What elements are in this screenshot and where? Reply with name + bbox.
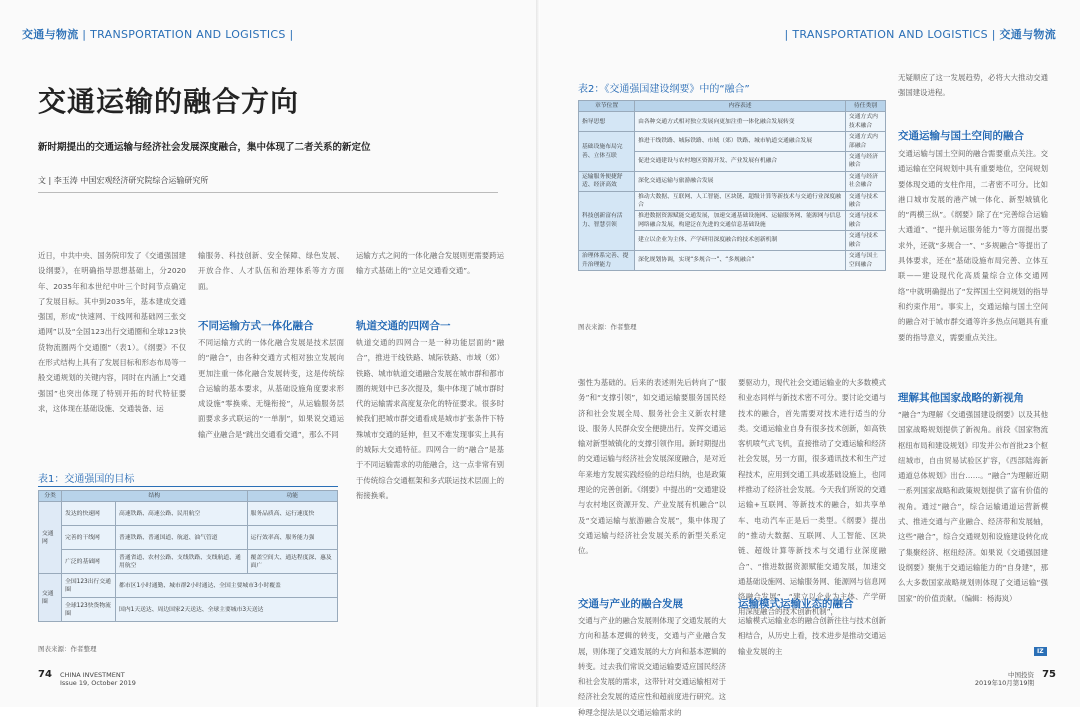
table1-row — [39, 526, 338, 550]
folio-right — [975, 671, 1056, 687]
right-col-3-top: 无疑顺应了这一发展趋势，必将大大推动交通强国建设进程。 — [898, 73, 1048, 98]
table2-content: 推进干线铁路、城际铁路、市域（郊）铁路、城市轨道交通融合发展 — [635, 132, 846, 152]
table1-structure: 全国123出行交通圈 — [62, 574, 116, 598]
right-page — [540, 0, 1080, 717]
folio-pub-name-right: 中国投资 — [1008, 671, 1034, 679]
folio-publication-left — [60, 671, 136, 687]
table1-detail: 普通省道、农村公路、支线铁路、支线航道、通用航空 — [116, 550, 247, 574]
table2-category: 交通与经济融合 — [845, 152, 885, 172]
editor-end-mark: IZ — [1034, 647, 1047, 656]
table1-function: 运行效率高、服务能力强 — [247, 526, 337, 550]
table2-category: 交通与技术融合 — [845, 191, 885, 211]
section-head-territory: 交通运输与国土空间的融合 — [898, 130, 1024, 142]
table1-function: 服务品质高、运行速度快 — [247, 502, 337, 526]
table2-header: 章节位置 — [579, 101, 635, 112]
header-section-en-right: | TRANSPORTATION AND LOGISTICS | — [784, 28, 996, 41]
table1-detail: 普速铁路、普通国道、航道、油气管道 — [116, 526, 247, 550]
table1-structure: 完善的干线网 — [62, 526, 116, 550]
table2-category: 交通与技术融合 — [845, 231, 885, 251]
table1-structure: 全球123快货物流圈 — [62, 598, 116, 622]
table2-content: 深化规划协调，实现“多规合一”、“多规融合” — [635, 251, 846, 271]
right-col-2-sec4: 运输模式运输业态的融合创新往往与技术创新相结合，从历史上看，技术进步是推动交通运输业发展的主 — [738, 616, 886, 656]
table2-content: 推进数据资源赋能交通发展，加速交通基础设施网、运输服务网、能源网与信息网络融合发展，构建泛在先进的交通信息基础设施 — [635, 211, 846, 231]
table2-row — [579, 251, 886, 271]
running-header-left — [22, 26, 293, 42]
page-number-left: 74 — [38, 669, 52, 680]
byline-rule — [38, 192, 498, 193]
section-head-strategy: 理解其他国家战略的新视角 — [898, 392, 1024, 404]
table2-category: 交通与经济社会融合 — [845, 171, 885, 191]
table1-row — [39, 502, 338, 526]
table1-detail: 高速铁路、高速公路、民用航空 — [116, 502, 247, 526]
right-col-3-sec6: “融合”为理解《交通强国建设纲要》以及其他国家战略规划提供了新视角。前段《国家物流枢纽布局和建设规划》印发并公布首批23个枢纽城市，自由贸易试验区扩容，《西部陆海新通道总体规划》出台……。“融合”为理解近期一系列国家战略和政策规划提供了富有价值的视角。通过“融合”，综合运输通道运营新模式、推进交通与产业融合、经济带和发展轴，这些“融合”，综合交通规划和设施建设转化成了集聚经济、枢纽经济。如果说《交通强国建设纲要》聚焦于交通运输能力的“自身建”，那么大多数国家战略规划则体现了交通运输“强国家”的价值贡献。（编辑：杨海岚） — [898, 410, 1048, 603]
section-head-integration: 不同运输方式一体化融合 — [198, 320, 314, 332]
table2-row — [579, 112, 886, 132]
table2-row — [579, 191, 886, 211]
table1-detail: 都市区1小时通勤、城市群2小时通达、全国主要城市3小时覆盖 — [116, 574, 338, 598]
right-col-2: 要驱动力，现代社会交通运输业的大多数模式和业态同样与新技术密不可分。要讨论交通与技术的融合，首先需要对技术进行适当的分类。交通运输业自身有很多技术创新，如高铁客机喷气式飞机，直接推动了交通运输和经济社会发展，另一方面，很多通讯技术和生产过程技术，应用到交通工具或基础设施上，也同样推动了经济社会发展。今天我们所说的交通运输+互联网、等新技术的融合，如共享单车、电动汽车正是后一类型。《纲要》提出的“推动大数据、互联网、人工智能、区块链、超级计算等新技术与交通行业深度融合”、“推进数据资源赋能交通发展，加速交通基础设施网、运输服务网、能源网与信息网络融合发展”，“建立以企业为主体、产学研用深度融合的技术创新机制”， — [738, 378, 886, 617]
byline: 文 | 李玉涛 中国宏观经济研究院综合运输研究所 — [38, 176, 209, 185]
table2-content: 建立以企业为主体、产学研用深度融合的技术创新机制 — [635, 231, 846, 251]
table2-category: 交通与国土空间融合 — [845, 251, 885, 271]
table2-content: 推动大数据、互联网、人工智能、区块链、超级计算等新技术与交通行业深度融合 — [635, 191, 846, 211]
folio-left — [38, 671, 136, 687]
running-header-right — [785, 26, 1056, 42]
table2-content: 深化交通运输与旅游融合发展 — [635, 171, 846, 191]
table2 — [578, 100, 886, 271]
table2-row — [579, 132, 886, 152]
table2-content: 促进交通建设与农村地区资源开发、产业发展有机融合 — [635, 152, 846, 172]
table2-caption: 表2：《交通强国建设纲要》中的“融合” — [578, 84, 750, 95]
table2-category: 交通方式内技术融合 — [845, 112, 885, 132]
section-head-mode: 运输模式运输业态的融合 — [738, 598, 854, 610]
table2-source: 图表来源：作者整理 — [578, 323, 637, 331]
table2-section: 基础设施布局完善、立体互联 — [579, 132, 635, 172]
table2-category: 交通与技术融合 — [845, 211, 885, 231]
table2-section: 指导思想 — [579, 112, 635, 132]
section-head-rail: 轨道交通的四网合一 — [356, 320, 451, 332]
folio-issue-right: 2019年10月第19期 — [974, 679, 1034, 687]
left-col-1: 近日，中共中央、国务院印发了《交通强国建设纲要》，在明确指导思想基础上，分2020年、2035年和本世纪中叶三个时间节点确定了发展目标。其中到2035年，基本建成交通强国，形成“快速网、干线网和基础网三张交通网”以及“全国123出行交通圈和全球123快货物流圈两个交通圈”（表1）。《纲要》不仅在形式结构上具有了发展目标和形态布局等一般交通规划的关键内容，同时在内涵上“交通强国”也突出体现了特别开拓的时代特征要求，这体现在基础设施、交通装备、运 — [38, 251, 186, 413]
table1-detail: 国内1天送达、周边国家2天送达、全球主要城市3天送达 — [116, 598, 338, 622]
table1-group: 交通圈 — [39, 574, 62, 622]
right-col-3-sec5: 交通运输与国土空间的融合需要重点关注。交通运输在空间规划中具有重要地位，空间规划要体现交通的支柱作用，二者密不可分。比如港口城市发展的港产城一体化、新型城镇化的“两横三纵”。《纲要》除了在“完善综合运输大通道”、“提升航运服务能力”等方面提出要求外，还就“多规合一”、“多规融合”等提出了具体要求，还在“基础设施布局完善、立体互联——建设现代化高质量综合立体交通网络”中就明确提出了“发挥国土空间规划的指导和约束作用”。事实上，交通运输与国土空间的融合对于城市群交通等许多热点问题具有重要的指导意义，需要重点关注。 — [898, 149, 1048, 342]
table1-row — [39, 598, 338, 622]
left-col-3-top: 运输方式之间的一体化融合发展则更需要跨运输方式基础上的“立足交通看交通”。 — [356, 251, 504, 276]
table1-structure: 发达的快速网 — [62, 502, 116, 526]
left-col-2-body: 不同运输方式的一体化融合发展是技术层面的“融合”，由各种交通方式相对独立发展向更加注重一体化融合发展转变，这是传统综合运输的基本要求，从基础设施角度要求形成设施“零换乘、无缝衔接”，从运输服务层面要求多式联运的“一单制”，如果说交通运输产业融合是“跳出交通看交通”，那么不同 — [198, 338, 344, 439]
left-col-3-body: 轨道交通的四网合一是一种功能层面的“融合”，推进干线铁路、城际铁路、市域（郊）铁路、城市轨道交通融合发展在城市群和都市圈的规划中已多次提及，集中体现了城市群时代的运输需求高度复杂化的特征要求。很多时候我们把城市群交通看成是城市扩张条件下特殊城市交通的延伸，但又不难发现事实上具有的城际大交通特征。四网合一的“融合”是基于不同运输需求的功能融合，这一点非常有别于传统综合交通框架和多式联运技术层面上的衔接换乘。 — [356, 338, 504, 500]
table2-header: 待任类别 — [845, 101, 885, 112]
left-page — [0, 0, 540, 707]
table1 — [38, 490, 338, 622]
folio-publication-right — [975, 671, 1034, 687]
header-section-cn-right: 交通与物流 — [999, 28, 1056, 41]
page-number-right: 75 — [1042, 669, 1056, 680]
table1-header: 功能 — [247, 491, 337, 502]
table1-row — [39, 574, 338, 598]
table1-source: 图表来源：作者整理 — [38, 645, 97, 653]
table1-caption: 表1：交通强国的目标 — [38, 474, 135, 485]
table1-structure: 广泛的基础网 — [62, 550, 116, 574]
left-col-2-top: 输服务、科技创新、安全保障、绿色发展、开放合作、人才队伍和治理体系等方方面面。 — [198, 251, 344, 291]
table2-row — [579, 171, 886, 191]
table2-section: 运输服务便捷舒适、经济高效 — [579, 171, 635, 191]
table2-content: 由各种交通方式相对独立发展向更加注重一体化融合发展转变 — [635, 112, 846, 132]
table1-row — [39, 550, 338, 574]
table2-section: 科技创新富有活力、智慧引领 — [579, 191, 635, 250]
article-lead: 新时期提出的交通运输与经济社会发展深度融合，集中体现了二者关系的新定位 — [38, 142, 371, 153]
right-col-1-sec3: 交通与产业的融合发展则体现了交通发展的大方向和基本逻辑的转变，交通与产业融合发展，则体现了交通发展的大方向和基本逻辑的转变。过去我们常说交通运输要适应国民经济和社会发展的需求，这带针对交通运输相对于经济社会发展的适应性和超前度进行研究。这种理念提法是以交通运输需求的 — [578, 616, 726, 717]
table1-group: 交通网 — [39, 502, 62, 574]
header-section-en: | TRANSPORTATION AND LOGISTICS | — [82, 28, 294, 41]
table1-caption-rule — [38, 486, 338, 487]
section-head-industry: 交通与产业的融合发展 — [578, 598, 683, 610]
table2-section: 治理体系完善、提升治理能力 — [579, 251, 635, 271]
right-col-1: 强性为基础的。后来的表述则先后转向了“服务”和“支撑引领”，如交通运输要服务国民经济和社会发展全局、服务社会主义新农村建设、服务人民群众安全便捷出行。发挥交通运输对新型城镇化的支撑引领作用。新时期提出的交通运输与经济社会发展深度融合，是对近年来地方发展实践经验的总结归纳，也是政策理论的完善创新。《纲要》中提出的“交通建设与农村地区资源开发、产业发展有机融合”以及“交通运输与旅游融合发展”，集中体现了交通运输与经济社会发展关系的新型关系定位。 — [578, 378, 726, 556]
folio-pub-name-left: CHINA INVESTMENT — [60, 671, 125, 679]
header-section-cn: 交通与物流 — [22, 28, 79, 41]
folio-issue-left: Issue 19, October 2019 — [60, 679, 136, 687]
table2-header: 内容表述 — [635, 101, 846, 112]
article-title: 交通运输的融合方向 — [38, 85, 300, 118]
table2-category: 交通方式内部融合 — [845, 132, 885, 152]
table1-header: 分类 — [39, 491, 62, 502]
table1-header: 结构 — [62, 491, 247, 502]
table1-function: 覆盖空间大、通达程度深、惠及面广 — [247, 550, 337, 574]
